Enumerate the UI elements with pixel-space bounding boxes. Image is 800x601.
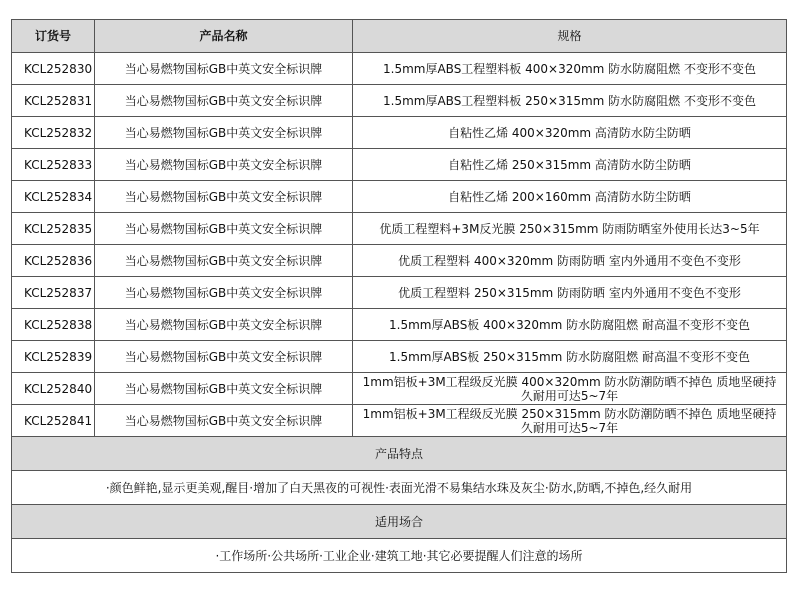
table-row — [12, 277, 787, 309]
header-name: 产品名称 — [95, 20, 353, 53]
row-code: KCL252839 — [12, 341, 95, 373]
row-name: 当心易燃物国标GB中英文安全标识牌 — [95, 149, 353, 181]
row-name: 当心易燃物国标GB中英文安全标识牌 — [95, 53, 353, 85]
row-name: 当心易燃物国标GB中英文安全标识牌 — [95, 405, 353, 437]
row-code: KCL252836 — [12, 245, 95, 277]
row-code: KCL252840 — [12, 373, 95, 405]
features-title: 产品特点 — [12, 437, 787, 471]
row-name: 当心易燃物国标GB中英文安全标识牌 — [95, 277, 353, 309]
row-spec: 1.5mm厚ABS工程塑料板 250×315mm 防水防腐阻燃 不变形不变色 — [353, 85, 787, 117]
row-spec: 1mm铝板+3M工程级反光膜 400×320mm 防水防潮防晒不掉色 质地坚硬持久耐用可达5~7年 — [353, 373, 787, 405]
row-name: 当心易燃物国标GB中英文安全标识牌 — [95, 181, 353, 213]
product-spec-sheet — [11, 19, 786, 573]
row-name: 当心易燃物国标GB中英文安全标识牌 — [95, 245, 353, 277]
row-name: 当心易燃物国标GB中英文安全标识牌 — [95, 309, 353, 341]
header-spec: 规格 — [353, 20, 787, 53]
row-code: KCL252841 — [12, 405, 95, 437]
row-spec: 优质工程塑料 400×320mm 防雨防晒 室内外通用不变色不变形 — [353, 245, 787, 277]
row-code: KCL252835 — [12, 213, 95, 245]
table-row — [12, 405, 787, 437]
table-row — [12, 53, 787, 85]
row-spec: 1.5mm厚ABS工程塑料板 400×320mm 防水防腐阻燃 不变形不变色 — [353, 53, 787, 85]
row-code: KCL252831 — [12, 85, 95, 117]
row-name: 当心易燃物国标GB中英文安全标识牌 — [95, 85, 353, 117]
table-row — [12, 341, 787, 373]
features-text: ·颜色鲜艳,显示更美观,醒目·增加了白天黑夜的可视性·表面光滑不易集结水珠及灰尘·防水,防晒,不掉色,经久耐用 — [12, 471, 787, 505]
table-header-row — [12, 20, 787, 53]
row-spec: 优质工程塑料 250×315mm 防雨防晒 室内外通用不变色不变形 — [353, 277, 787, 309]
row-spec: 自粘性乙烯 250×315mm 高清防水防尘防晒 — [353, 149, 787, 181]
usage-title: 适用场合 — [12, 505, 787, 539]
table-row — [12, 213, 787, 245]
row-spec: 1.5mm厚ABS板 400×320mm 防水防腐阻燃 耐高温不变形不变色 — [353, 309, 787, 341]
row-spec: 自粘性乙烯 400×320mm 高清防水防尘防晒 — [353, 117, 787, 149]
table-row — [12, 373, 787, 405]
table-row — [12, 85, 787, 117]
row-spec: 1.5mm厚ABS板 250×315mm 防水防腐阻燃 耐高温不变形不变色 — [353, 341, 787, 373]
row-code: KCL252830 — [12, 53, 95, 85]
row-code: KCL252832 — [12, 117, 95, 149]
row-code: KCL252837 — [12, 277, 95, 309]
table-row — [12, 181, 787, 213]
row-code: KCL252838 — [12, 309, 95, 341]
features-body-row — [12, 471, 787, 505]
row-spec: 自粘性乙烯 200×160mm 高清防水防尘防晒 — [353, 181, 787, 213]
row-spec: 优质工程塑料+3M反光膜 250×315mm 防雨防晒室外使用长达3~5年 — [353, 213, 787, 245]
table-row — [12, 309, 787, 341]
usage-text: ·工作场所·公共场所·工业企业·建筑工地·其它必要提醒人们注意的场所 — [12, 539, 787, 573]
row-code: KCL252833 — [12, 149, 95, 181]
spec-table — [11, 19, 787, 573]
row-name: 当心易燃物国标GB中英文安全标识牌 — [95, 117, 353, 149]
row-code: KCL252834 — [12, 181, 95, 213]
row-name: 当心易燃物国标GB中英文安全标识牌 — [95, 213, 353, 245]
usage-title-row — [12, 505, 787, 539]
table-body — [12, 53, 787, 573]
table-row — [12, 245, 787, 277]
table-row — [12, 149, 787, 181]
row-name: 当心易燃物国标GB中英文安全标识牌 — [95, 341, 353, 373]
features-title-row — [12, 437, 787, 471]
row-name: 当心易燃物国标GB中英文安全标识牌 — [95, 373, 353, 405]
header-code: 订货号 — [12, 20, 95, 53]
table-row — [12, 117, 787, 149]
usage-body-row — [12, 539, 787, 573]
row-spec: 1mm铝板+3M工程级反光膜 250×315mm 防水防潮防晒不掉色 质地坚硬持久耐用可达5~7年 — [353, 405, 787, 437]
